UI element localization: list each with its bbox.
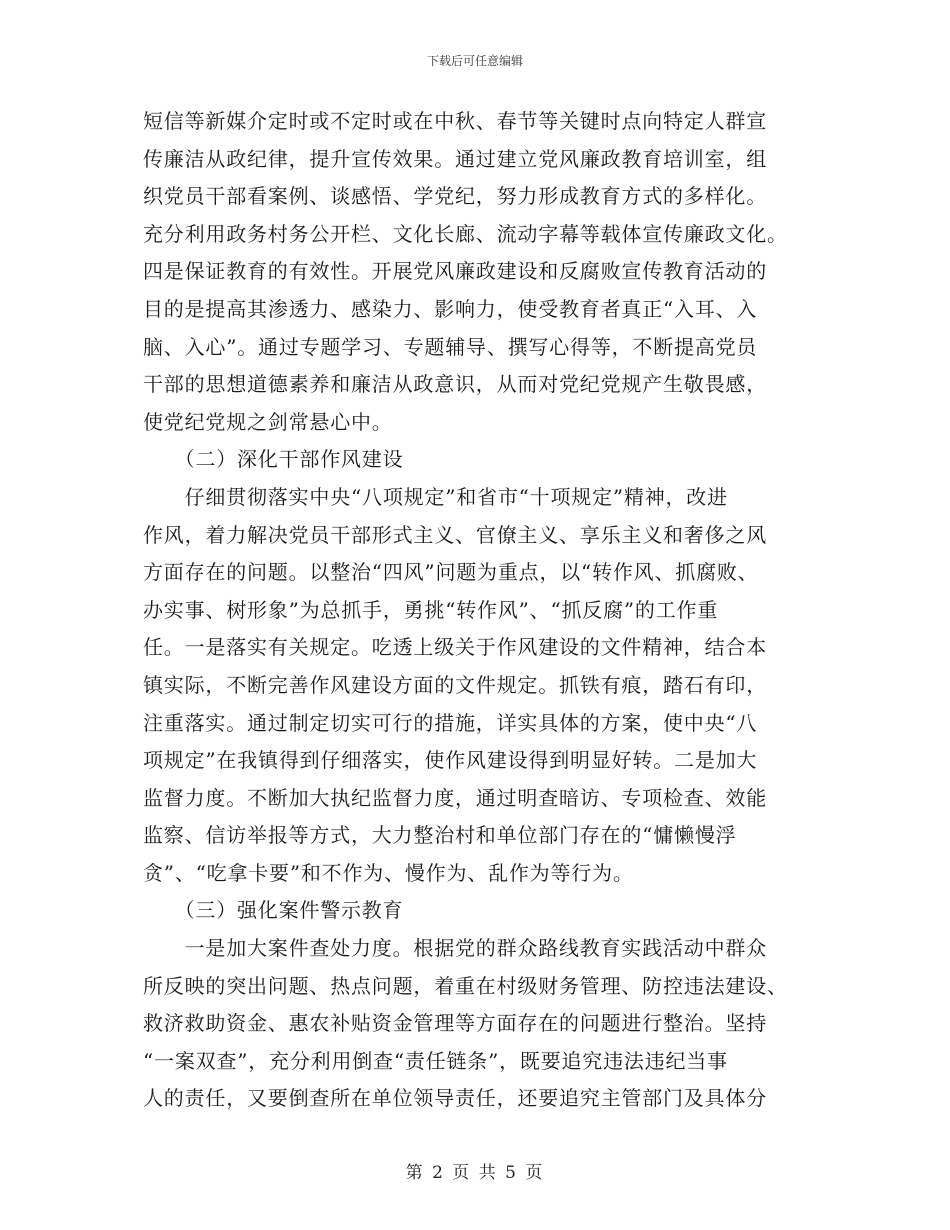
text-line: 脑、入心”。通过专题学习、专题辅导、撰写心得等，不断提高党员 [143,334,758,359]
text-line: 监督力度。不断加大执纪监督力度，通过明查暗访、专项检查、效能 [143,785,767,810]
text-line: 项规定”在我镇得到仔细落实，使作风建设得到明显好转。二是加大 [143,748,758,773]
section-heading: （三）强化案件警示教育 [143,898,404,923]
text-line: 传廉洁从政纪律，提升宣传效果。通过建立党风廉政教育培训室，组 [143,146,767,171]
text-line: 人的责任，又要倒查所在单位领导责任，还要追究主管部门及具体分 [143,1086,767,1111]
text-line: 所反映的突出问题、热点问题，着重在村级财务管理、防控违法建设、 [143,973,788,998]
text-line: 救济救助资金、惠农补贴资金管理等方面存在的问题进行整治。坚持 [143,1011,767,1036]
text-line: 使党纪党规之剑常悬心中。 [143,409,393,434]
text-line: 仔细贯彻落实中央“八项规定”和省市“十项规定”精神，改进 [143,484,728,509]
text-line: 办实事、树形象”为总抓手，勇挑“转作风”、“抓反腐”的工作重 [143,597,719,622]
text-line: 注重落实。通过制定切实可行的措施，详实具体的方案，使中央“八 [143,710,758,735]
text-line: 干部的思想道德素养和廉洁从政意识，从而对党纪党规产生敬畏感， [143,372,767,397]
text-line: 目的是提高其渗透力、感染力、影响力，使受教育者真正“入耳、入 [143,296,758,321]
text-line: 织党员干部看案例、谈感悟、学党纪，努力形成教育方式的多样化。 [143,184,767,209]
page-footer: 第 2 页 共 5 页 [405,1163,545,1183]
document-body [143,103,815,1118]
text-line: 贪”、“吃拿卡要”和不作为、慢作为、乱作为等行为。 [143,860,634,885]
text-line: 监察、信访举报等方式，大力整治村和单位部门存在的“慵懒慢浮 [143,823,737,848]
text-line: 充分利用政务村务公开栏、文化长廊、流动字幕等载体宣传廉政文化。 [143,221,788,246]
section-heading: （二）深化干部作风建设 [143,447,404,472]
text-line: “一案双查”，充分利用倒查“责任链条”，既要追究违法违纪当事 [143,1048,728,1073]
text-line: 四是保证教育的有效性。开展党风廉政建设和反腐败宣传教育活动的 [143,259,767,284]
text-line: 方面存在的问题。以整治“四风”问题为重点，以“转作风、抓腐败、 [143,560,759,585]
text-line: 镇实际，不断完善作风建设方面的文件规定。抓铁有痕，踏石有印， [143,672,767,697]
text-line: 作风，着力解决党员干部形式主义、官僚主义、享乐主义和奢侈之风 [143,522,767,547]
text-line: 短信等新媒介定时或不定时或在中秋、春节等关键时点向特定人群宣 [143,109,767,133]
text-line: 任。一是落实有关规定。吃透上级关于作风建设的文件精神，结合本 [143,635,767,660]
text-line: 一是加大案件查处力度。根据党的群众路线教育实践活动中群众 [143,936,767,961]
page-header: 下载后可任意编辑 [426,54,523,68]
